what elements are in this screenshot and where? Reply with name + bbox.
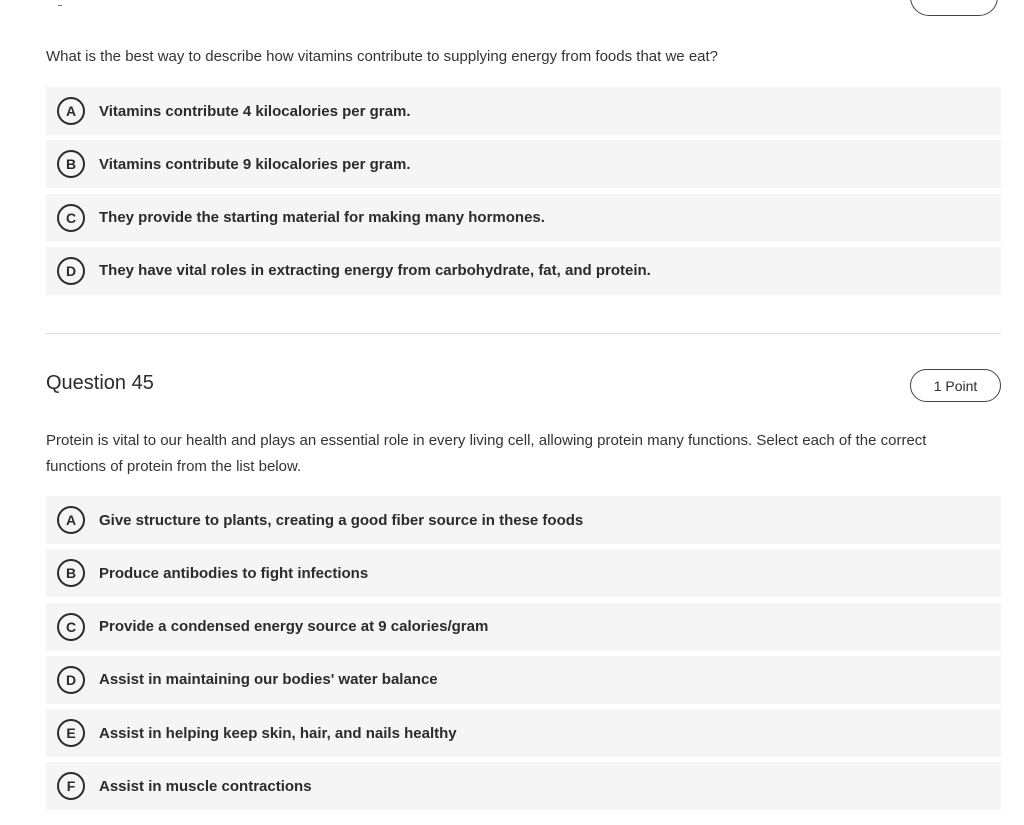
option-letter: C bbox=[57, 204, 85, 232]
question-45-text: Protein is vital to our health and plays an essential role in every living cell, allowing protein many functions. Select each of the correct functions of protein from the list below. bbox=[46, 432, 927, 475]
question-divider bbox=[46, 333, 1001, 334]
question-45-title: Question 45 bbox=[46, 372, 154, 394]
previous-points-pill bbox=[910, 0, 998, 16]
option-letter: F bbox=[57, 772, 85, 800]
option-label: They provide the starting material for making many hormones. bbox=[99, 209, 545, 227]
question-44-options bbox=[46, 87, 1001, 300]
option-d[interactable] bbox=[46, 247, 1001, 295]
option-label: Assist in helping keep skin, hair, and nails healthy bbox=[99, 724, 457, 742]
option-letter: E bbox=[57, 719, 85, 747]
option-label: Give structure to plants, creating a good fiber source in these foods bbox=[99, 511, 584, 529]
cutoff-dash bbox=[58, 5, 62, 6]
points-badge: 1 Point bbox=[910, 369, 1001, 402]
option-letter: C bbox=[57, 613, 85, 641]
option-c[interactable] bbox=[46, 603, 1001, 651]
option-letter: B bbox=[57, 150, 85, 178]
option-label: Provide a condensed energy source at 9 calories/gram bbox=[99, 618, 489, 636]
option-letter: A bbox=[57, 97, 85, 125]
option-letter: B bbox=[57, 559, 85, 587]
option-a[interactable] bbox=[46, 87, 1001, 135]
option-label: Assist in maintaining our bodies' water balance bbox=[99, 671, 438, 689]
question-44-text: What is the best way to describe how vitamins contribute to supplying energy from foods that we eat? bbox=[46, 48, 719, 65]
option-letter: D bbox=[57, 666, 85, 694]
option-f[interactable] bbox=[46, 762, 1001, 810]
option-label: They have vital roles in extracting energy from carbohydrate, fat, and protein. bbox=[99, 262, 651, 280]
option-letter: A bbox=[57, 506, 85, 534]
option-label: Produce antibodies to fight infections bbox=[99, 564, 369, 582]
option-a[interactable] bbox=[46, 496, 1001, 544]
option-label: Assist in muscle contractions bbox=[99, 777, 312, 795]
option-label: Vitamins contribute 4 kilocalories per gram. bbox=[99, 102, 411, 120]
question-45-options bbox=[46, 496, 1001, 816]
option-b[interactable] bbox=[46, 140, 1001, 188]
option-c[interactable] bbox=[46, 194, 1001, 242]
option-letter: D bbox=[57, 257, 85, 285]
option-label: Vitamins contribute 9 kilocalories per gram. bbox=[99, 155, 411, 173]
option-d[interactable] bbox=[46, 656, 1001, 704]
option-b[interactable] bbox=[46, 549, 1001, 597]
option-e[interactable] bbox=[46, 709, 1001, 757]
